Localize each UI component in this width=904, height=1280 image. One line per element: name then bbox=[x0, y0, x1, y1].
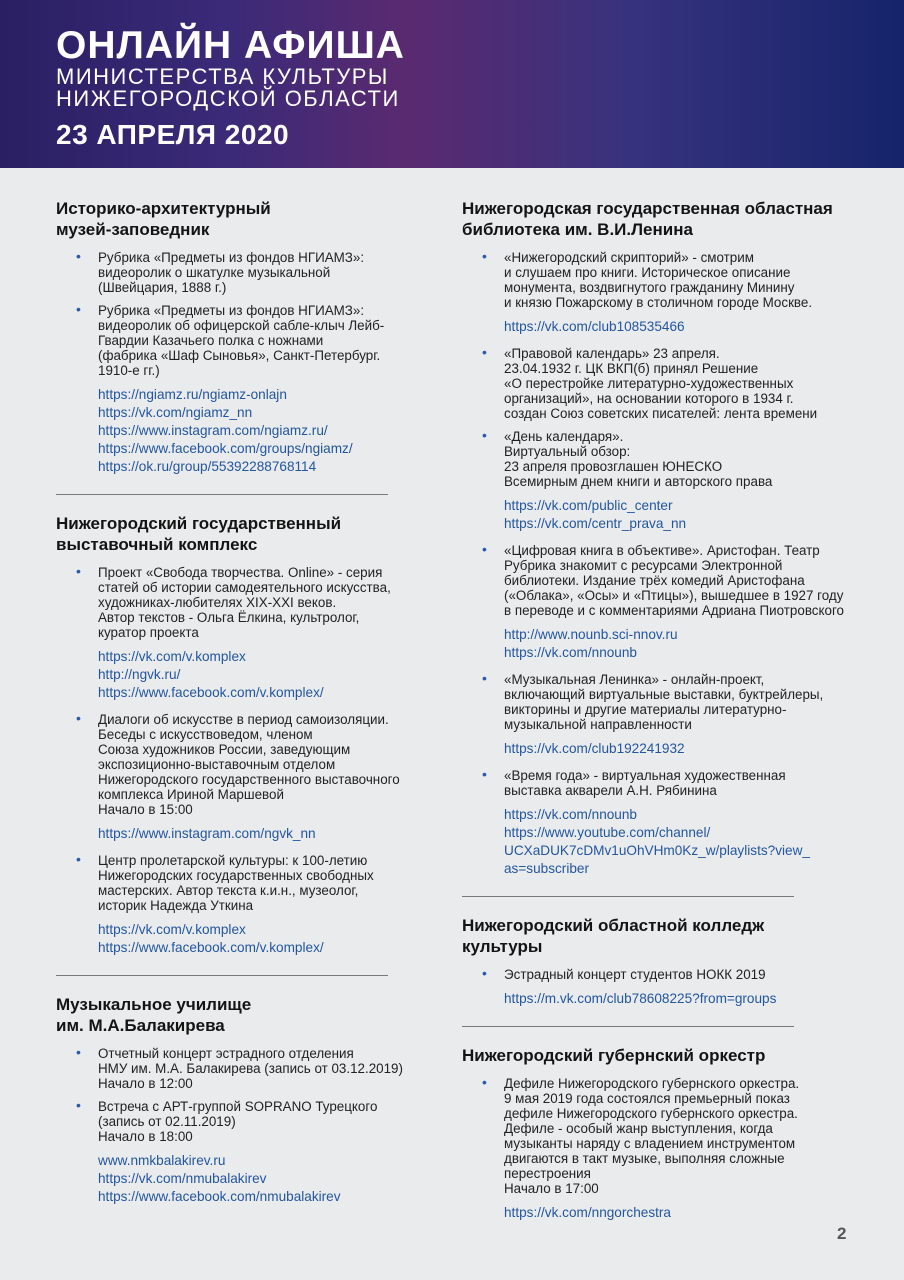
section-divider bbox=[462, 1026, 794, 1027]
event-description-line: «Правовой календарь» 23 апреля. bbox=[504, 346, 720, 361]
left-column bbox=[56, 198, 456, 1216]
bullet-icon: • bbox=[482, 1074, 487, 1090]
event-item bbox=[56, 565, 456, 640]
link-list bbox=[462, 806, 902, 878]
section-title-line: музей-заповедник bbox=[56, 220, 210, 239]
event-link[interactable]: https://ok.ru/group/55392288768114 bbox=[98, 459, 317, 474]
event-description-line: мастерских. Автор текста к.и.н., музеолог, bbox=[98, 883, 359, 898]
event-description-line: Эстрадный концерт студентов НОКК 2019 bbox=[504, 967, 766, 982]
event-link[interactable]: https://vk.com/nnounb bbox=[504, 645, 637, 660]
bullet-icon: • bbox=[482, 670, 487, 686]
event-description-line: 9 мая 2019 года состоялся премьерный показ bbox=[504, 1091, 790, 1106]
event-link[interactable]: https://ngiamz.ru/ngiamz-onlajn bbox=[98, 387, 287, 402]
event-description-line: (Швейцария, 1888 г.) bbox=[98, 280, 227, 295]
event-description-line: и князю Пожарскому в столичном городе Москве. bbox=[504, 295, 813, 310]
section-divider bbox=[56, 494, 388, 495]
event-description-line: (фабрика «Шаф Сыновья», Санкт-Петербург. bbox=[98, 348, 381, 363]
event-item bbox=[462, 250, 902, 310]
event-description-line: включающий виртуальные выставки, буктрейлеры, bbox=[504, 687, 824, 702]
link-list bbox=[56, 921, 456, 957]
event-item bbox=[56, 853, 456, 913]
event-item bbox=[462, 768, 902, 798]
event-description-line: 23 апреля провозглашен ЮНЕСКО bbox=[504, 459, 723, 474]
event-description-line: монумента, воздвигнутого гражданину Минину bbox=[504, 280, 795, 295]
section-title bbox=[56, 513, 456, 555]
event-section bbox=[56, 994, 456, 1206]
event-link[interactable]: https://www.youtube.com/channel/ bbox=[504, 825, 711, 840]
event-section bbox=[56, 198, 456, 476]
event-description-line: музыкальной направленности bbox=[504, 717, 692, 732]
right-column bbox=[462, 198, 902, 1232]
event-section bbox=[462, 198, 902, 878]
event-link[interactable]: https://www.instagram.com/ngvk_nn bbox=[98, 826, 316, 841]
event-description-line: куратор проекта bbox=[98, 625, 199, 640]
event-link[interactable]: https://vk.com/v.komplex bbox=[98, 922, 246, 937]
event-item bbox=[462, 543, 902, 618]
event-link[interactable]: https://www.facebook.com/v.komplex/ bbox=[98, 685, 324, 700]
event-description-line: («Облака», «Осы» и «Птицы»), вышедшее в 1927 году bbox=[504, 588, 844, 603]
event-description-line: комплекса Ириной Маршевой bbox=[98, 787, 284, 802]
event-description-line: видеоролик о шкатулке музыкальной bbox=[98, 265, 331, 280]
section-title bbox=[462, 198, 902, 240]
page-number: 2 bbox=[837, 1224, 847, 1243]
event-description-line: «О перестройке литературно-художественных bbox=[504, 376, 794, 391]
event-link[interactable]: https://www.instagram.com/ngiamz.ru/ bbox=[98, 423, 328, 438]
event-description-line: Дефиле Нижегородского губернского оркестра. bbox=[504, 1076, 800, 1091]
section-title-line: Нижегородский государственный bbox=[56, 514, 342, 533]
event-link[interactable]: https://vk.com/nmubalakirev bbox=[98, 1171, 267, 1186]
event-section bbox=[462, 915, 902, 1008]
bullet-icon: • bbox=[76, 248, 81, 264]
page-title: ОНЛАЙН АФИША bbox=[56, 24, 405, 67]
subtitle-line-2: НИЖЕГОРОДСКОЙ ОБЛАСТИ bbox=[56, 86, 400, 111]
event-description-line: «Цифровая книга в объективе». Аристофан. Театр bbox=[504, 543, 820, 558]
event-description-line: экспозиционно-выставочным отделом bbox=[98, 757, 336, 772]
link-list bbox=[462, 497, 902, 533]
section-title-line: им. М.А.Балакирева bbox=[56, 1016, 225, 1035]
event-description-line: Рубрика «Предметы из фондов НГИАМЗ»: bbox=[98, 303, 365, 318]
bullet-icon: • bbox=[482, 541, 487, 557]
event-item bbox=[462, 967, 902, 982]
event-description-line: Нижегородского государственного выставочного bbox=[98, 772, 400, 787]
link-list bbox=[462, 318, 902, 336]
event-description-line: создан Союз советских писателей: лента времени bbox=[504, 406, 818, 421]
event-link[interactable]: http://www.nounb.sci-nnov.ru bbox=[504, 627, 678, 642]
bullet-icon: • bbox=[482, 344, 487, 360]
event-description-line: Центр пролетарской культуры: к 100-летию bbox=[98, 853, 368, 868]
event-link[interactable]: https://www.facebook.com/nmubalakirev bbox=[98, 1189, 341, 1204]
event-description-line: историк Надежда Уткина bbox=[98, 898, 254, 913]
bullet-icon: • bbox=[76, 1044, 81, 1060]
event-item bbox=[462, 346, 902, 421]
event-description-line: «Музыкальная Ленинка» - онлайн-проект, bbox=[504, 672, 765, 687]
section-title-line: Нижегородская государственная областная bbox=[462, 199, 833, 218]
event-item bbox=[56, 1099, 456, 1144]
event-description-line: Всемирным днем книги и авторского права bbox=[504, 474, 773, 489]
event-item bbox=[462, 1076, 902, 1196]
event-description-line: викторины и другие материалы литературно- bbox=[504, 702, 787, 717]
event-link[interactable]: https://m.vk.com/club78608225?from=groups bbox=[504, 991, 777, 1006]
event-description-line: в переводе и с комментариями Адриана Пиотровского bbox=[504, 603, 844, 618]
event-description-line: Союза художников России, заведующим bbox=[98, 742, 351, 757]
event-description-line: выставка акварели А.Н. Рябинина bbox=[504, 783, 717, 798]
event-link[interactable]: https://vk.com/club192241932 bbox=[504, 741, 685, 756]
event-link[interactable]: https://vk.com/v.komplex bbox=[98, 649, 246, 664]
event-description-line: «Время года» - виртуальная художественная bbox=[504, 768, 786, 783]
event-description-line: Проект «Свобода творчества. Online» - серия bbox=[98, 565, 383, 580]
section-title bbox=[56, 994, 456, 1036]
event-description-line: «День календаря». bbox=[504, 429, 624, 444]
event-description-line: художниках-любителях XIX-XXI веков. bbox=[98, 595, 337, 610]
event-item bbox=[56, 250, 456, 295]
event-description-line: Рубрика «Предметы из фондов НГИАМЗ»: bbox=[98, 250, 365, 265]
event-description-line: Нижегородских государственных свободных bbox=[98, 868, 374, 883]
link-list bbox=[462, 740, 902, 758]
event-link[interactable]: https://vk.com/centr_prava_nn bbox=[504, 516, 687, 531]
event-description-line: Начало в 15:00 bbox=[98, 802, 193, 817]
section-title-line: библиотека им. В.И.Ленина bbox=[462, 220, 693, 239]
event-description-line: перестроения bbox=[504, 1166, 591, 1181]
event-section bbox=[56, 513, 456, 957]
bullet-icon: • bbox=[76, 1097, 81, 1113]
event-description-line: статей об истории самодеятельного искусства, bbox=[98, 580, 391, 595]
event-description-line: видеоролик об офицерской сабле-клыч Лейб- bbox=[98, 318, 385, 333]
section-title-line: Историко-архитектурный bbox=[56, 199, 271, 218]
bullet-icon: • bbox=[76, 851, 81, 867]
event-link[interactable]: www.nmkbalakirev.ru bbox=[98, 1153, 226, 1168]
event-description-line: Дефиле - особый жанр выступления, когда bbox=[504, 1121, 773, 1136]
event-description-line: Беседы с искусствоведом, членом bbox=[98, 727, 313, 742]
event-description-line: (запись от 02.11.2019) bbox=[98, 1114, 236, 1129]
link-list bbox=[56, 825, 456, 843]
event-link[interactable]: https://vk.com/public_center bbox=[504, 498, 673, 513]
section-title-line: Нижегородский областной колледж bbox=[462, 916, 765, 935]
section-title bbox=[462, 1045, 902, 1066]
subtitle-line-1: МИНИСТЕРСТВА КУЛЬТУРЫ bbox=[56, 64, 389, 89]
event-link[interactable]: http://ngvk.ru/ bbox=[98, 667, 181, 682]
event-description-line: Начало в 18:00 bbox=[98, 1129, 193, 1144]
event-description-line: организаций», на основании которого в 1934 г. bbox=[504, 391, 794, 406]
event-item bbox=[56, 712, 456, 817]
event-link[interactable]: https://vk.com/club108535466 bbox=[504, 319, 685, 334]
section-divider bbox=[56, 975, 388, 976]
event-description-line: Диалоги об искусстве в период самоизоляции. bbox=[98, 712, 389, 727]
event-description-line: НМУ им. М.А. Балакирева (запись от 03.12.2019) bbox=[98, 1061, 403, 1076]
event-description-line: двигаются в такт музыке, выполняя сложные bbox=[504, 1151, 785, 1166]
event-description-line: дефиле Нижегородского губернского оркестра. bbox=[504, 1106, 798, 1121]
section-divider bbox=[462, 896, 794, 897]
event-item bbox=[462, 429, 902, 489]
event-description-line: Отчетный концерт эстрадного отделения bbox=[98, 1046, 354, 1061]
section-title-line: культуры bbox=[462, 937, 543, 956]
event-section bbox=[462, 1045, 902, 1222]
event-description-line: и слушаем про книги. Историческое описание bbox=[504, 265, 791, 280]
event-description-line: Автор текстов - Ольга Ёлкина, культролог, bbox=[98, 610, 360, 625]
bullet-icon: • bbox=[482, 248, 487, 264]
link-list bbox=[462, 990, 902, 1008]
event-item bbox=[56, 1046, 456, 1091]
event-description-line: Гвардии Казачьего полка с ножнами bbox=[98, 333, 324, 348]
bullet-icon: • bbox=[76, 563, 81, 579]
event-description-line: «Нижегородский скрипторий» - смотрим bbox=[504, 250, 754, 265]
link-list bbox=[56, 386, 456, 476]
bullet-icon: • bbox=[482, 766, 487, 782]
link-list bbox=[462, 1204, 902, 1222]
event-item bbox=[462, 672, 902, 732]
event-description-line: Начало в 17:00 bbox=[504, 1181, 599, 1196]
link-list bbox=[56, 648, 456, 702]
event-description-line: Встреча с АРТ-группой SOPRANO Турецкого bbox=[98, 1099, 378, 1114]
event-link[interactable]: https://vk.com/nnounb bbox=[504, 807, 637, 822]
section-title-line: Музыкальное училище bbox=[56, 995, 252, 1014]
link-list bbox=[56, 1152, 456, 1206]
event-description-line: 1910-е гг.) bbox=[98, 363, 160, 378]
bullet-icon: • bbox=[482, 965, 487, 981]
event-description-line: Начало в 12:00 bbox=[98, 1076, 193, 1091]
section-title-line: Нижегородский губернский оркестр bbox=[462, 1046, 766, 1065]
event-description-line: Виртуальный обзор: bbox=[504, 444, 631, 459]
event-link[interactable]: UCXaDUK7cDMv1uOhVHm0Kz_w/playlists?view_ bbox=[504, 843, 810, 858]
bullet-icon: • bbox=[76, 301, 81, 317]
event-description-line: Рубрика знакомит с ресурсами Электронной bbox=[504, 558, 783, 573]
bullet-icon: • bbox=[76, 710, 81, 726]
event-link[interactable]: https://www.facebook.com/groups/ngiamz/ bbox=[98, 441, 353, 456]
section-title bbox=[56, 198, 456, 240]
event-description-line: библиотеки. Издание трёх комедий Аристофана bbox=[504, 573, 805, 588]
date-heading: 23 АПРЕЛЯ 2020 bbox=[56, 119, 290, 150]
event-link[interactable]: as=subscriber bbox=[504, 861, 590, 876]
event-description-line: 23.04.1932 г. ЦК ВКП(б) принял Решение bbox=[504, 361, 759, 376]
section-title bbox=[462, 915, 902, 957]
event-link[interactable]: https://vk.com/ngiamz_nn bbox=[98, 405, 253, 420]
event-description-line: музыканты наряду с владением инструментом bbox=[504, 1136, 796, 1151]
bullet-icon: • bbox=[482, 427, 487, 443]
link-list bbox=[462, 626, 902, 662]
header-banner bbox=[0, 0, 904, 168]
event-item bbox=[56, 303, 456, 378]
section-title-line: выставочный комплекс bbox=[56, 535, 258, 554]
event-link[interactable]: https://vk.com/nngorchestra bbox=[504, 1205, 671, 1220]
event-link[interactable]: https://www.facebook.com/v.komplex/ bbox=[98, 940, 324, 955]
